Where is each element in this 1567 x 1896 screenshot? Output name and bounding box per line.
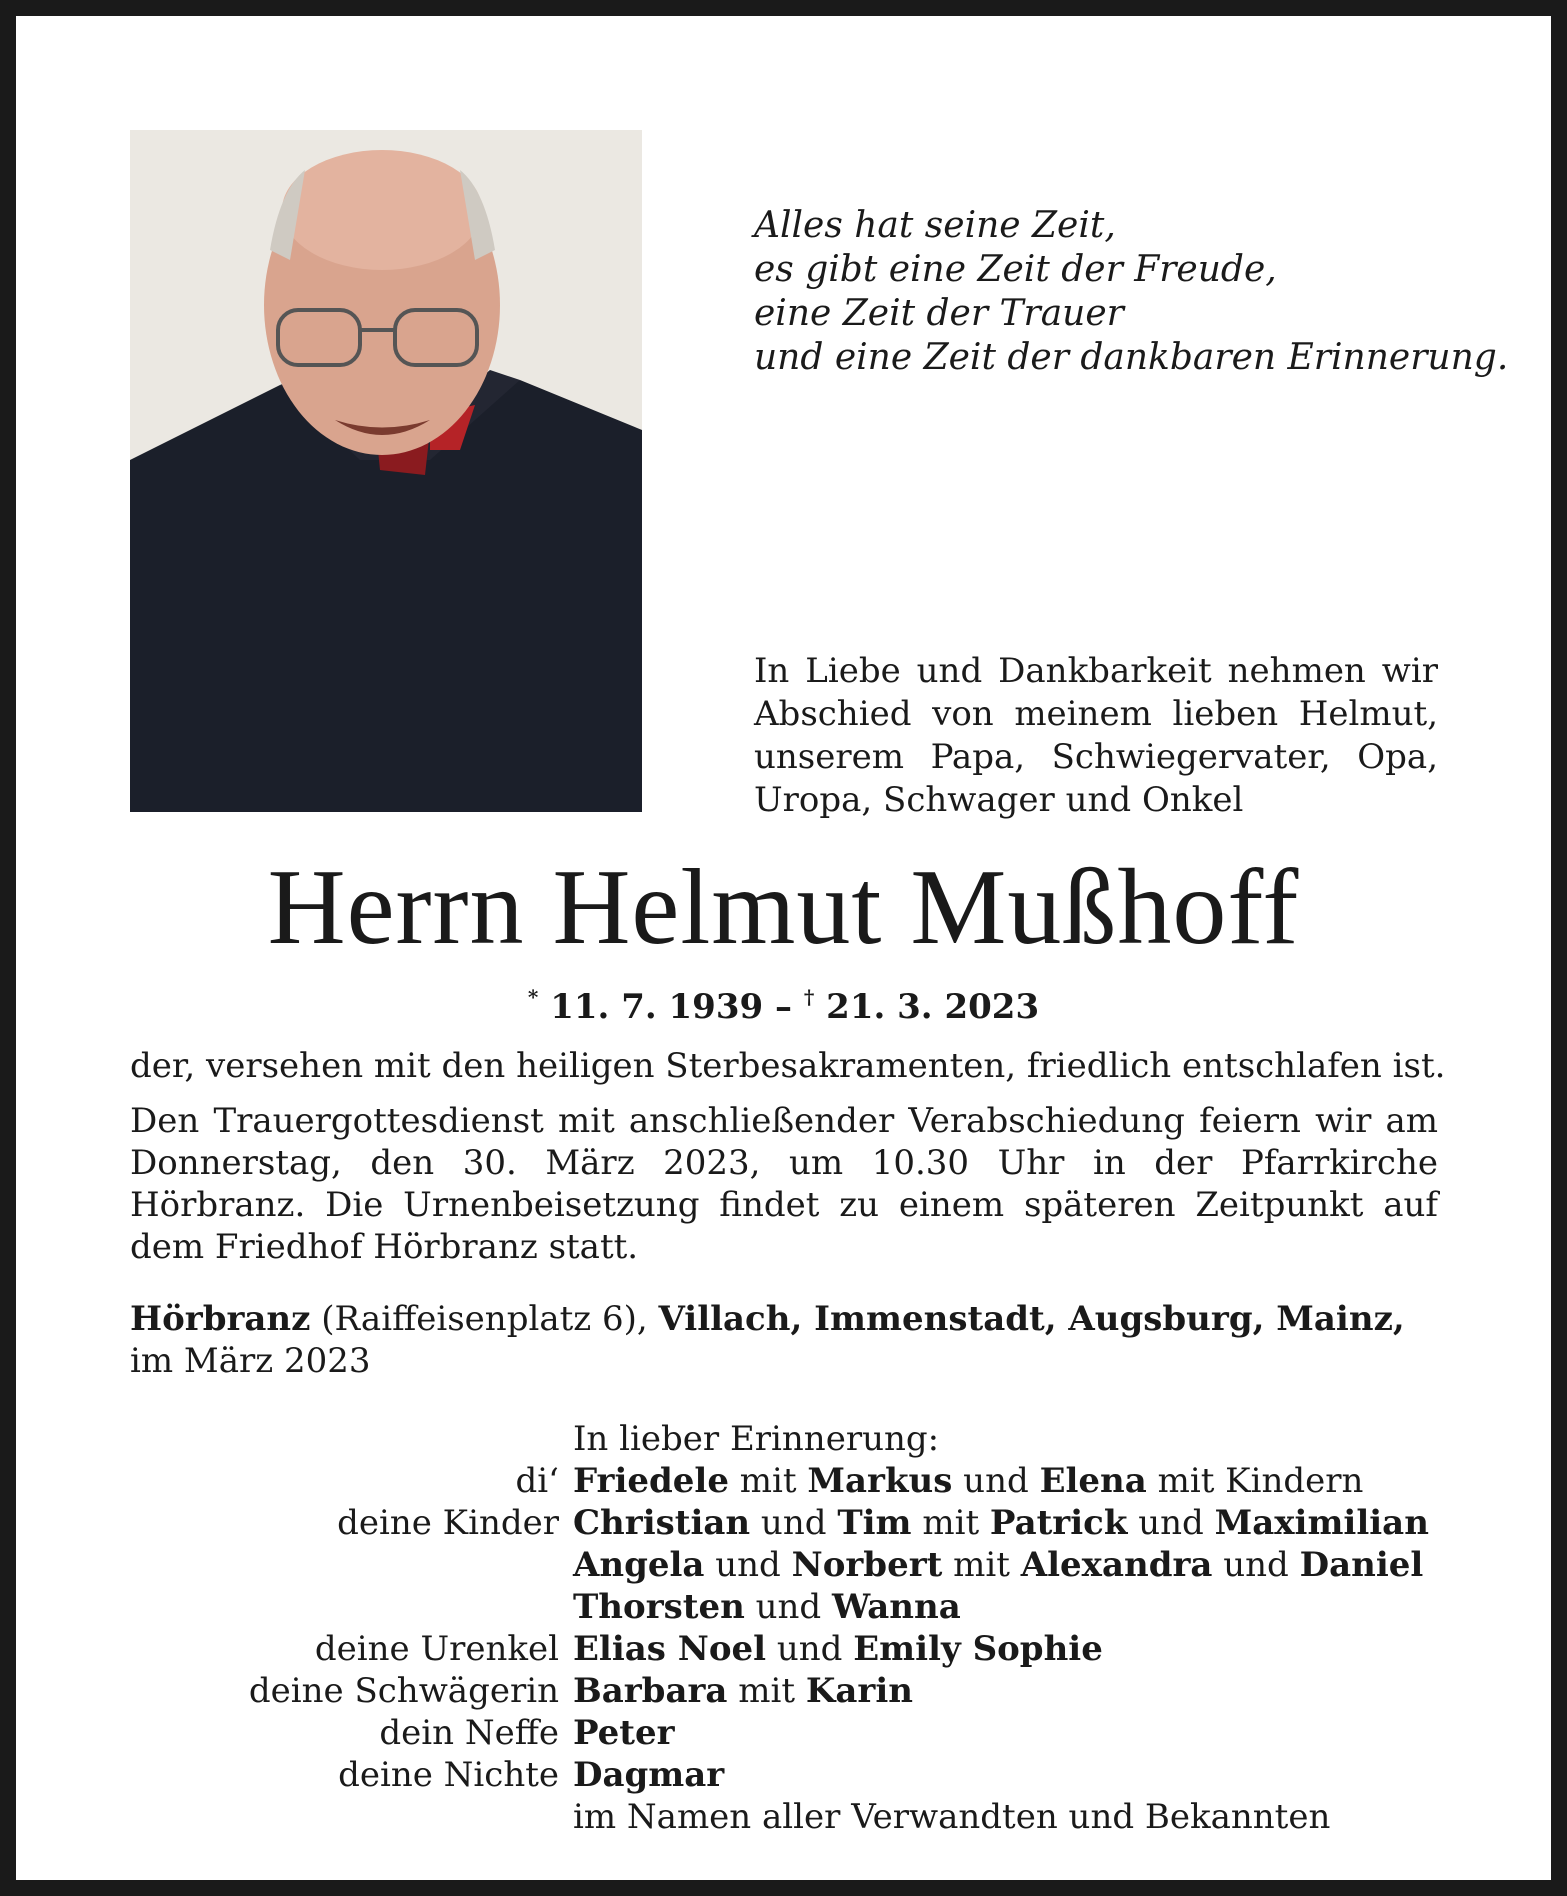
family-relation: deine Schwägerin <box>248 1671 559 1711</box>
place-address: (Raiffeisenplatz 6), <box>321 1299 648 1339</box>
family-row <box>0 1502 1567 1544</box>
family-row <box>0 1544 1567 1586</box>
family-members <box>573 1712 675 1754</box>
family-row <box>0 1586 1567 1628</box>
family-row <box>0 1754 1567 1796</box>
intro-text: In Liebe und Dankbarkeit nehmen wir Abschied von meinem lieben Helmut, unserem Papa, Schwiegervater, Opa, Uropa, Schwager und Onkel <box>754 651 1438 820</box>
family-member-name: Markus <box>807 1461 953 1501</box>
family-members <box>573 1586 961 1628</box>
family-member-name: Barbara <box>573 1671 728 1711</box>
family-row <box>0 1712 1567 1754</box>
family-row <box>0 1460 1567 1502</box>
family-connector: und <box>744 1587 832 1627</box>
notice-date: im März 2023 <box>130 1341 371 1381</box>
family-connector: und <box>1212 1545 1300 1585</box>
family-connector: mit <box>942 1545 1021 1585</box>
family-closing: im Namen aller Verwandten und Bekannten <box>573 1797 1331 1837</box>
poem-line: eine Zeit der Trauer <box>754 293 1124 334</box>
service-text: Den Trauergottesdienst mit anschließender Verabschiedung feiern wir am Donnerstag, den 30. März 2023, um 10.30 Uhr in der Pfarrkirche Hörbranz. Die Urnenbeisetzung findet zu einem späteren Zeitpunkt auf dem Friedhof Hörbranz statt. <box>130 1101 1438 1267</box>
family-row <box>0 1670 1567 1712</box>
family-connector: mit Kindern <box>1146 1461 1364 1501</box>
family-connector: mit <box>728 1461 808 1501</box>
family-members <box>573 1754 724 1796</box>
poem-line: Alles hat seine Zeit, <box>754 205 1116 246</box>
family-member-name: Thorsten <box>573 1587 745 1627</box>
family-member-name: Peter <box>573 1713 675 1753</box>
death-date: 21. 3. 2023 <box>826 987 1040 1027</box>
family-member-name: Maximilian <box>1214 1503 1429 1543</box>
family-heading: In lieber Erinnerung: <box>573 1419 940 1459</box>
family-member-name: Angela <box>573 1545 705 1585</box>
family-member-name: Wanna <box>832 1587 961 1627</box>
family-members <box>573 1544 1423 1586</box>
family-member-name: Elena <box>1039 1461 1147 1501</box>
place-date <box>130 1298 1438 1382</box>
family-members <box>573 1502 1429 1544</box>
date-separator: – <box>775 987 792 1027</box>
family-member-name: Emily Sophie <box>853 1629 1103 1669</box>
family-member-name: Friedele <box>573 1461 729 1501</box>
family-member-name: Tim <box>837 1503 912 1543</box>
family-members <box>573 1670 913 1712</box>
poem <box>754 204 1509 380</box>
birth-symbol: * <box>527 985 539 1009</box>
places-other: Villach, Immenstadt, Augsburg, Mainz, <box>658 1299 1405 1339</box>
place-main: Hörbranz <box>130 1299 311 1339</box>
poem-line: und eine Zeit der dankbaren Erinnerung. <box>754 337 1509 378</box>
family-member-name: Daniel <box>1299 1545 1424 1585</box>
family-connector: mit <box>727 1671 806 1711</box>
sacrament-text: der, versehen mit den heiligen Sterbesakramenten, friedlich entschlafen ist. <box>130 1046 1446 1086</box>
life-dates <box>0 975 1567 1029</box>
family-member-name: Christian <box>573 1503 751 1543</box>
portrait-photo <box>130 130 642 812</box>
poem-line: es gibt eine Zeit der Freude, <box>754 249 1277 290</box>
family-connector: und <box>1127 1503 1215 1543</box>
family-connector: und <box>750 1503 838 1543</box>
family-connector: und <box>766 1629 854 1669</box>
family-relation: deine Kinder <box>337 1503 559 1543</box>
family-row <box>0 1628 1567 1670</box>
family-relation: deine Urenkel <box>314 1629 559 1669</box>
birth-date: 11. 7. 1939 <box>550 987 764 1027</box>
family-member-name: Patrick <box>989 1503 1128 1543</box>
family-member-name: Dagmar <box>573 1755 725 1795</box>
family-member-name: Karin <box>805 1671 913 1711</box>
family-members <box>573 1628 1103 1670</box>
family-members <box>573 1460 1363 1502</box>
family-relation: di‘ <box>515 1461 559 1501</box>
family-member-name: Norbert <box>791 1545 943 1585</box>
family-member-name: Elias Noel <box>573 1629 767 1669</box>
family-member-name: Alexandra <box>1020 1545 1213 1585</box>
family-connector: mit <box>911 1503 990 1543</box>
death-symbol: † <box>803 985 815 1009</box>
deceased-name: Herrn Helmut Mußhoff <box>267 848 1300 967</box>
family-connector: und <box>952 1461 1040 1501</box>
family-connector: und <box>704 1545 792 1585</box>
family-relation: dein Neffe <box>379 1713 559 1753</box>
family-relation: deine Nichte <box>338 1755 559 1795</box>
